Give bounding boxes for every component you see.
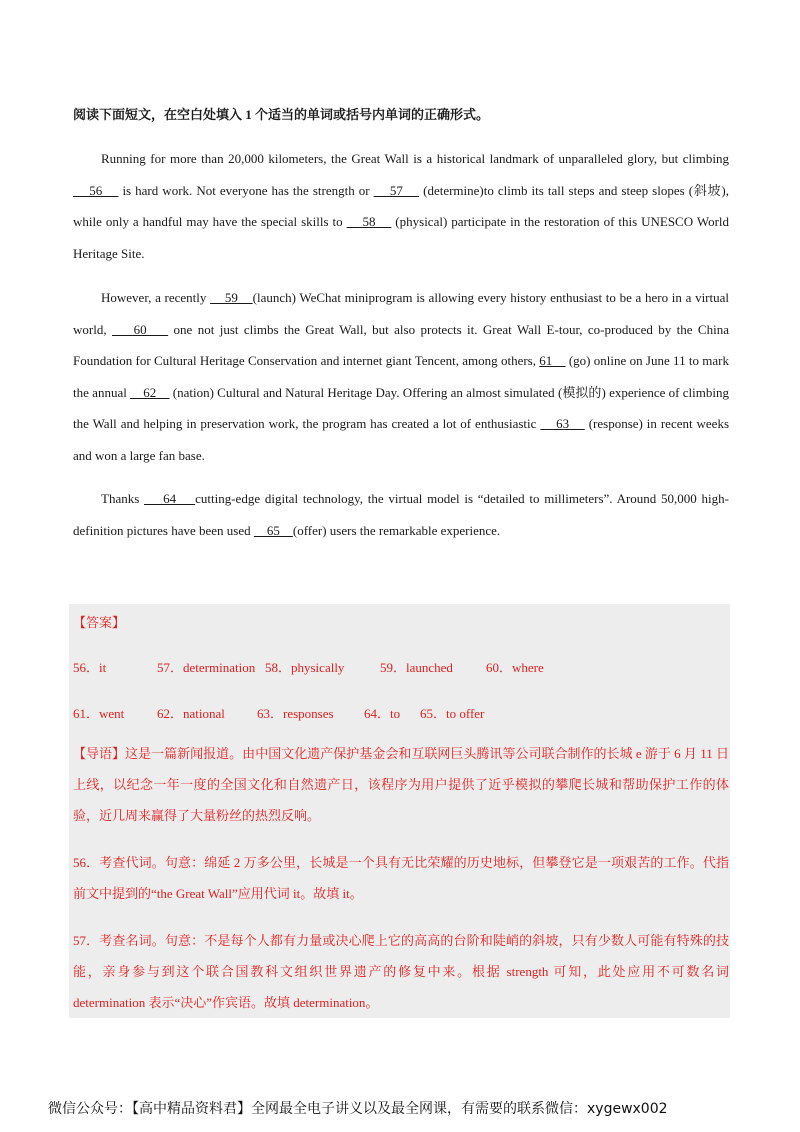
text: (nation) Cultural and Natural Heritage Day. Offering an almost simulated (模拟的) experience of climbing the Wall and helping in preservation work, the program has created a lot of enthusiastic xyxy=(73,384,729,431)
answer-row-2 xyxy=(73,703,484,722)
answer-item: 57．determination xyxy=(157,660,256,675)
text: (offer) users the remarkable experience. xyxy=(292,522,501,538)
blank-59: 59 xyxy=(210,290,253,305)
answer-item: 61．went xyxy=(73,706,125,721)
text: (go) online on June 11 to mark the annual xyxy=(73,353,730,400)
passage-paragraph-2 xyxy=(73,282,729,471)
passage-paragraph-3 xyxy=(73,483,729,546)
answer-item: 62．national xyxy=(157,706,225,721)
text: cutting-edge digital technology, the virtual model is “detailed to millimeters”. Around 50,000 high-definition pictures have been used xyxy=(73,491,729,538)
text: Thanks xyxy=(101,491,145,506)
blank-65: 65 xyxy=(253,522,293,538)
blank-64: 64 xyxy=(144,491,196,506)
blank-61: 61 xyxy=(539,353,566,368)
text: (response) in recent weeks and won a large fan base. xyxy=(73,416,730,463)
text: is hard work. Not everyone has the strength or xyxy=(118,182,374,198)
text: However, a recently xyxy=(101,290,211,305)
answer-title: 【答案】 xyxy=(73,615,126,630)
passage-paragraph-1 xyxy=(73,143,729,269)
answer-item: 63．responses xyxy=(257,706,334,721)
answer-row-1 xyxy=(73,657,544,676)
blank-57: 57 xyxy=(373,182,420,198)
answer-item: 58．physically xyxy=(265,660,345,675)
answer-item: 64．to xyxy=(364,706,401,721)
text: (physical) participate in the restoration of this UNESCO World Heritage Site. xyxy=(73,214,730,261)
text: Running for more than 20,000 kilometers, the Great Wall is a historical landmark of unparalleled glory, but climbing xyxy=(101,151,729,166)
answer-guide: 【导语】这是一篇新闻报道。由中国文化遗产保护基金会和互联网巨头腾讯等公司联合制作的长城 e 游于 6 月 11 日上线，以纪念一年一度的全国文化和自然遗产日，该程序为用户提供了近乎模拟的攀爬长城和帮助保护工作的体验，近几周来赢得了大量粉丝的热烈反响。 xyxy=(73,746,729,823)
blank-63: 63 xyxy=(540,416,585,431)
footer-note: 微信公众号：【高中精品资料君】全网最全电子讲义以及最全网课，有需要的联系微信：xygewx002 xyxy=(48,1101,668,1117)
text: one not just climbs the Great Wall, but also protects it. Great Wall E-tour, co-produced by the China Foundation for Cultural Heritage Conservation and internet giant Tencent, among others, xyxy=(73,321,729,368)
answer-item: 56．it xyxy=(73,660,107,675)
blank-56: 56 xyxy=(73,182,119,198)
blank-62: 62 xyxy=(130,384,170,400)
text: (launch) WeChat miniprogram is allowing every history enthusiast to be a hero in a virtual world, xyxy=(73,290,730,337)
answer-explanation-56: 56．考查代词。句意：绵延 2 万多公里，长城是一个具有无比荣耀的历史地标，但攀登它是一项艰苦的工作。代指前文中提到的“the Great Wall”应用代词 it。故填 it。 xyxy=(73,855,729,901)
blank-58: 58 xyxy=(346,214,392,229)
text: (determine)to climb its tall steps and steep slopes (斜坡), while only a handful may have the special skills to xyxy=(73,182,730,229)
answer-explanation-57: 57．考查名词。句意：不是每个人都有力量或决心爬上它的高高的台阶和陡峭的斜坡，只有少数人可能有特殊的技能，亲身参与到这个联合国教科文组织世界遗产的修复中来。根据 strength 可知，此处应用不可数名词 determination 表示“决心”作宾语。故填 determination。 xyxy=(73,933,729,1010)
instruction: 阅读下面短文，在空白处填入 1 个适当的单词或括号内单词的正确形式。 xyxy=(73,107,490,122)
answer-item: 59．launched xyxy=(380,660,453,675)
answer-item: 60．where xyxy=(486,660,544,675)
answer-item: 65．to offer xyxy=(420,706,485,721)
blank-60: 60 xyxy=(111,321,169,337)
